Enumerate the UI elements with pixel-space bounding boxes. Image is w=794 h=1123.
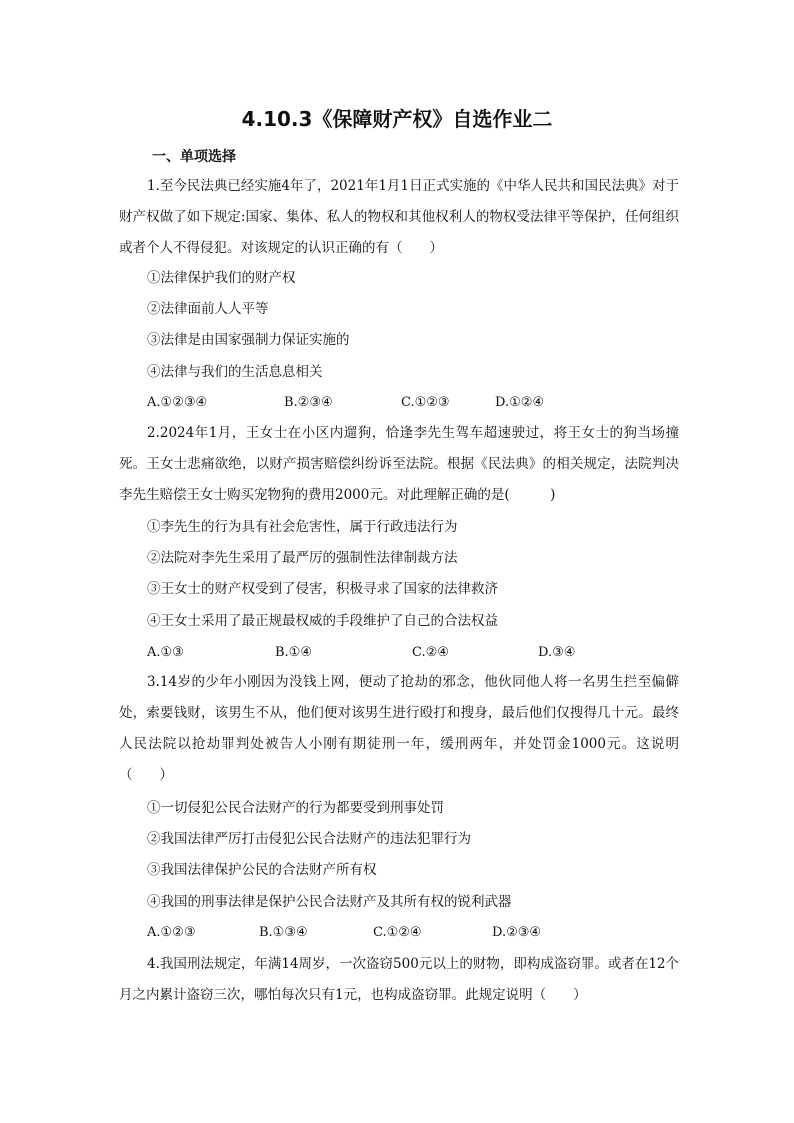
question-3-option-2: ②我国法律严厉打击侵犯公民合法财产的违法犯罪行为	[147, 831, 471, 847]
question-1-option-3: ③法律是由国家强制力保证实施的	[147, 332, 350, 348]
question-1-choice-a: A.①②③④	[147, 395, 208, 410]
question-3-choice-c: C.①②④	[373, 925, 422, 940]
question-1-option-2: ②法律面前人人平等	[147, 301, 269, 317]
question-3-choice-d: D.②③④	[492, 925, 542, 940]
question-1-option-1: ①法律保护我们的财产权	[147, 270, 296, 286]
question-1-choice-b: B.②③④	[284, 395, 333, 410]
question-2-choice-c: C.②④	[412, 645, 449, 660]
question-4-stem: 4.我国刑法规定，年满14周岁，一次盗窃500元以上的财物，即构成盗窃罪。或者在12个月之内累计盗窃三次，哪怕每次只有1元，也构成盗窃罪。此规定说明（ ）	[119, 956, 680, 1003]
question-3-choice-b: B.①③④	[259, 925, 308, 940]
question-3-option-4: ④我国的刑事法律是保护公民合法财产及其所有权的锐利武器	[147, 894, 512, 910]
question-1-choice-c: C.①②③	[401, 395, 450, 410]
question-2-option-3: ③王女士的财产权受到了侵害，积极寻求了国家的法律救济	[147, 581, 498, 597]
question-3-option-3: ③我国法律保护公民的合法财产所有权	[147, 862, 377, 878]
question-3-option-1: ①一切侵犯公民合法财产的行为都要受到刑事处罚	[147, 800, 444, 816]
question-1-stem: 1.至今民法典已经实施4年了，2021年1月1日正式实施的《中华人民共和国民法典》对于财产权做了如下规定:国家、集体、私人的物权和其他权利人的物权受法律平等保护，任何组织或者个人不得侵犯。对该规定的认识正确的有（ ）	[119, 178, 680, 256]
section-heading: 一、单项选择	[152, 149, 236, 165]
question-2-option-2: ②法院对李先生采用了最严厉的强制性法律制裁方法	[147, 550, 458, 566]
question-2-choice-a: A.①③	[147, 645, 184, 660]
question-1-option-4: ④法律与我们的生活息息相关	[147, 364, 323, 380]
document-title: 4.10.3《保障财产权》自选作业二	[241, 107, 553, 131]
question-3-choice-a: A.①②③	[147, 925, 196, 940]
question-2-stem: 2.2024年1月，王女士在小区内遛狗，恰逢李先生驾车超速驶过，将王女士的狗当场撞死。王女士悲痛欲绝，以财产损害赔偿纠纷诉至法院。根据《民法典》的相关规定，法院判决李先生赔偿王女士购买宠物狗的费用2000元。对此理解正确的是( )	[119, 425, 679, 503]
question-1-choice-d: D.①②④	[495, 395, 545, 410]
question-2-option-4: ④王女士采用了最正规最权威的手段维护了自己的合法权益	[147, 613, 498, 629]
question-3-stem: 3.14岁的少年小刚因为没钱上网，便动了抢劫的邪念，他伙同他人将一名男生拦至偏僻处，索要钱财，该男生不从，他们便对该男生进行殴打和搜身，最后他们仅搜得几十元。最终人民法院以抢劫罪判处被告人小刚有期徒刑一年，缓刑两年，并处罚金1000元。这说明（ ）	[119, 674, 679, 783]
question-2-option-1: ①李先生的行为具有社会危害性，属于行政违法行为	[147, 519, 458, 535]
question-2-choice-b: B.①④	[275, 645, 312, 660]
question-2-choice-d: D.③④	[538, 645, 576, 660]
